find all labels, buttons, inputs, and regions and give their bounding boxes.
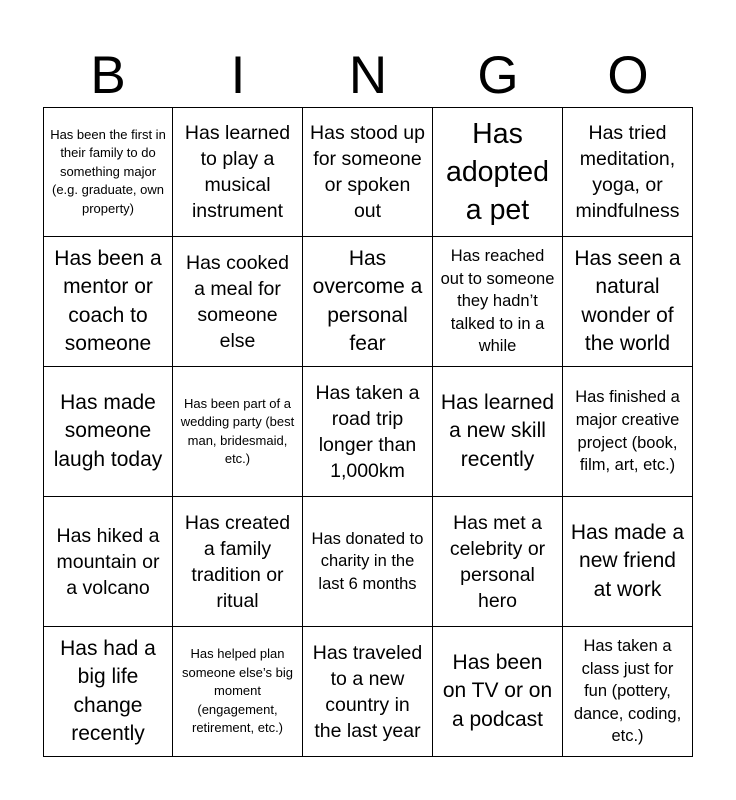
cell-text: Has taken a road trip longer than 1,000km: [315, 381, 420, 482]
cell-text: Has seen a natural wonder of the world: [574, 246, 681, 355]
bingo-board: [43, 107, 693, 757]
header-letter-o: O: [607, 46, 649, 105]
bingo-cell[interactable]: [433, 497, 563, 627]
cell-text: Has made a new friend at work: [570, 520, 685, 601]
cell-text: Has been a mentor or coach to someone: [54, 246, 162, 355]
bingo-cell[interactable]: [433, 107, 563, 237]
cell-text: Has created a family tradition or ritual: [184, 511, 291, 612]
cell-text: Has reached out to someone they hadn’t talked to in a while: [440, 247, 555, 356]
bingo-cell[interactable]: [303, 237, 433, 367]
bingo-cell[interactable]: [43, 367, 173, 497]
bingo-cell[interactable]: [563, 237, 693, 367]
bingo-cell[interactable]: [433, 237, 563, 367]
cell-text: Has taken a class just for fun (pottery, dance, coding, etc.): [573, 637, 682, 746]
cell-text: Has adopted a pet: [445, 118, 550, 226]
bingo-cell[interactable]: [563, 107, 693, 237]
bingo-cell[interactable]: [173, 237, 303, 367]
cell-text: Has helped plan someone else’s big moment (engagement, retirement, etc.): [181, 646, 294, 736]
header-letter-i: I: [230, 46, 246, 105]
bingo-cell[interactable]: [43, 237, 173, 367]
cell-text: Has made someone laugh today: [53, 390, 163, 471]
bingo-cell[interactable]: [563, 497, 693, 627]
cell-text: Has learned a new skill recently: [440, 390, 555, 471]
cell-text: Has finished a major creative project (book, film, art, etc.): [575, 388, 680, 475]
cell-text: Has cooked a meal for someone else: [186, 251, 289, 352]
bingo-cell[interactable]: [173, 497, 303, 627]
bingo-cell[interactable]: [303, 367, 433, 497]
cell-text: Has met a celebrity or personal hero: [449, 511, 546, 612]
bingo-cell[interactable]: [303, 107, 433, 237]
header-letter-b: B: [90, 46, 126, 105]
header-letter-g: G: [477, 46, 519, 105]
cell-text: Has tried meditation, yoga, or mindfulness: [575, 122, 680, 222]
header-letter-n: N: [348, 46, 388, 105]
bingo-cell[interactable]: [563, 627, 693, 757]
cell-text: Has traveled to a new country in the last year: [312, 641, 423, 742]
cell-text: Has been part of a wedding party (best man, bridesmaid, etc.): [180, 395, 295, 466]
cell-text: Has been on TV or on a podcast: [442, 650, 553, 731]
bingo-cell[interactable]: [433, 367, 563, 497]
bingo-cell[interactable]: [173, 107, 303, 237]
bingo-cell[interactable]: [43, 497, 173, 627]
bingo-cell[interactable]: [43, 107, 173, 237]
cell-text: Has been the first in their family to do something major (e.g. graduate, own property): [50, 126, 166, 216]
bingo-cell[interactable]: [173, 627, 303, 757]
bingo-cell[interactable]: [563, 367, 693, 497]
cell-text: Has hiked a mountain or a volcano: [56, 524, 160, 599]
bingo-cell[interactable]: [433, 627, 563, 757]
cell-text: Has overcome a personal fear: [312, 246, 423, 355]
bingo-cell[interactable]: [303, 497, 433, 627]
cell-text: Has donated to charity in the last 6 months: [311, 529, 424, 593]
bingo-cell[interactable]: [173, 367, 303, 497]
cell-text: Has had a big life change recently: [60, 636, 156, 745]
bingo-cell[interactable]: [303, 627, 433, 757]
bingo-header: [43, 48, 693, 104]
bingo-cell[interactable]: [43, 627, 173, 757]
cell-text: Has stood up for someone or spoken out: [310, 122, 425, 222]
cell-text: Has learned to play a musical instrument: [184, 122, 291, 222]
